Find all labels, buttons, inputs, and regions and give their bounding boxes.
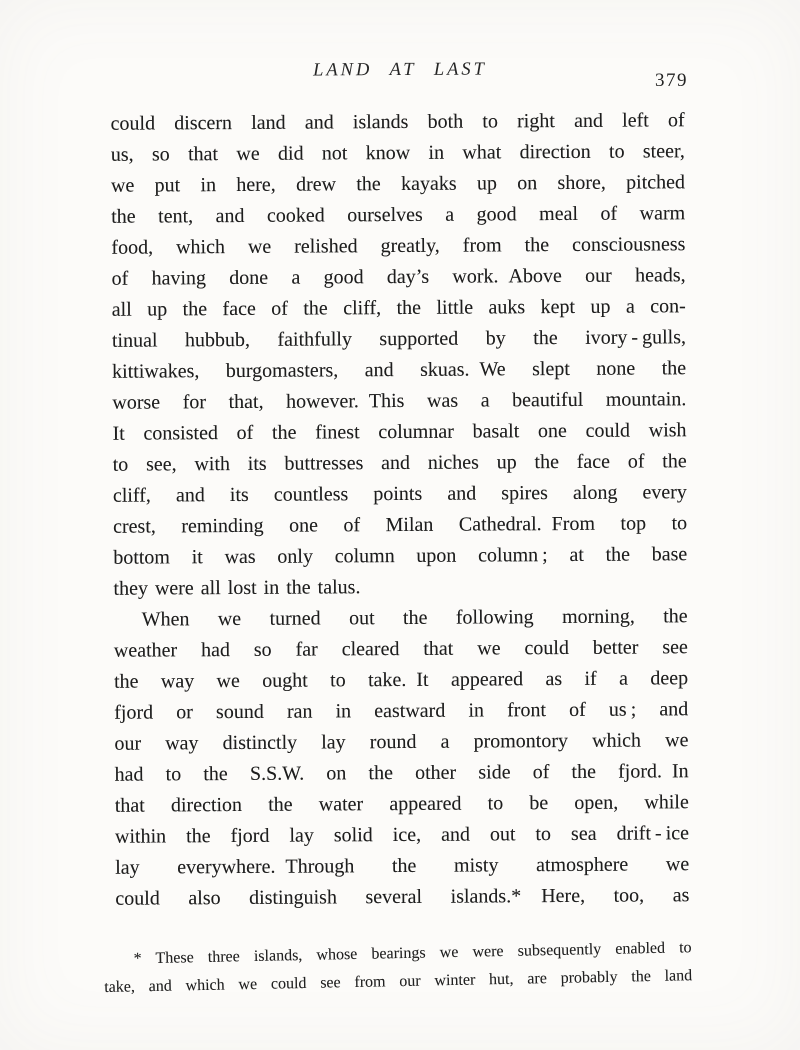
text-line: It consisted of the finest columnar basalt one could wish xyxy=(112,419,687,445)
page-number: 379 xyxy=(655,70,688,91)
text-line: could discern land and islands both to right and left of xyxy=(110,109,685,135)
text-line: all up the face of the cliff, the little auks kept up a con- xyxy=(111,295,686,321)
text-line: our way distinctly lay round a promontory which we xyxy=(114,729,689,755)
text-line: weather had so far cleared that we could better see xyxy=(113,636,688,662)
text-line: worse for that, however. This was a beautiful mountain. xyxy=(112,388,687,414)
text-line: tinual hubbub, faithfully supported by the ivory - gulls, xyxy=(111,326,687,352)
text-line: that direction the water appeared to be open, while xyxy=(114,791,689,817)
text-line: within the fjord lay solid ice, and out to sea drift - ice xyxy=(114,822,690,848)
text-line: * These three islands, whose bearings we were subsequently enabled to xyxy=(133,939,692,968)
text-line: fjord or sound ran in eastward in front of us ; and xyxy=(114,698,689,724)
text-line: the way we ought to take. It appeared as if a deep xyxy=(113,667,689,693)
page-header xyxy=(0,0,800,100)
text-line: they were all lost in the talus. xyxy=(113,576,361,600)
text-line: could also distinguish several islands.* Here, too, as xyxy=(115,884,690,910)
text-line: of having done a good day’s work. Above our heads, xyxy=(111,264,686,290)
text-line: the tent, and cooked ourselves a good meal of warm xyxy=(111,202,686,228)
text-line: to see, with its buttresses and niches up the face of the xyxy=(112,450,687,476)
text-line: When we turned out the following morning, the xyxy=(141,605,688,631)
running-title: LAND AT LAST xyxy=(312,59,488,81)
text-line: cliff, and its countless points and spires along every xyxy=(112,481,687,507)
text-line: we put in here, drew the kayaks up on shore, pitched xyxy=(110,171,686,197)
text-line: kittiwakes, burgomasters, and skuas. We slept none the xyxy=(112,357,687,383)
page-body xyxy=(111,105,690,914)
text-line: lay everywhere. Through the misty atmosphere we xyxy=(115,853,690,879)
text-line: had to the S.S.W. on the other side of the fjord. In xyxy=(114,760,689,786)
text-line: us, so that we did not know in what direction to steer, xyxy=(110,140,685,166)
footnote xyxy=(103,934,692,1002)
text-line: food, which we relished greatly, from the consciousness xyxy=(111,233,686,259)
text-line: take, and which we could see from our winter hut, are probably the land xyxy=(104,967,693,996)
text-line: bottom it was only column upon column ; at the base xyxy=(113,543,688,569)
text-line: crest, reminding one of Milan Cathedral. From top to xyxy=(113,512,688,538)
